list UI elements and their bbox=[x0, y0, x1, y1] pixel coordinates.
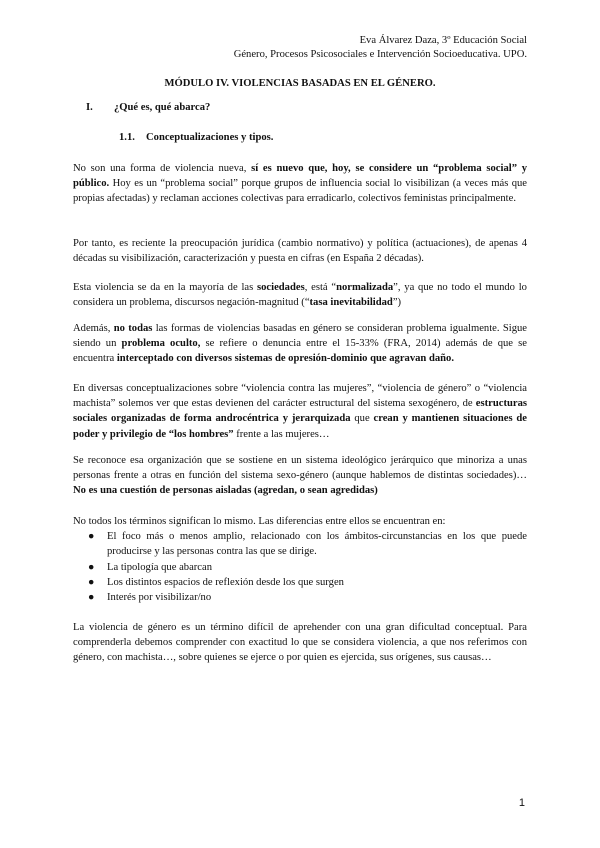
paragraph-3-bold-d: normalizada bbox=[336, 282, 394, 293]
paragraph-3-bold-b: sociedades bbox=[257, 282, 305, 293]
paragraph-4-bold-d: problema oculto, bbox=[121, 338, 201, 350]
list-item-text: Los distintos espacios de reflexión desde los que surgen bbox=[107, 576, 344, 588]
list-intro: No todos los términos significan lo mismo. Las diferencias entre ellos se encuentran en: bbox=[73, 516, 446, 527]
list-item bbox=[73, 529, 527, 559]
page-number: 1 bbox=[518, 797, 525, 809]
list-item bbox=[73, 560, 527, 575]
paragraph-3 bbox=[73, 280, 527, 310]
paragraph-4-bold-b: no todas bbox=[113, 323, 153, 334]
paragraph-7 bbox=[73, 514, 527, 605]
paragraph-8-text: La violencia de género es un término difícil de aprehender con una gran dificultad conceptual. Para comprenderla debemos comprender con exactitud lo que se considera violencia, a que nos referimos con género, con machista…, sobre quienes se ejerce o por quien es ejercida, sus orígenes, sus causas… bbox=[73, 622, 527, 664]
header-author-line: Eva Álvarez Daza, 3º Educación Social bbox=[359, 35, 527, 46]
bullet-icon: ● bbox=[88, 561, 95, 573]
paragraph-3-bold-f: tasa inevitabilidad bbox=[309, 297, 393, 309]
subsection-heading bbox=[119, 132, 273, 143]
paragraph-6 bbox=[73, 453, 527, 499]
subsection-number: 1.1. bbox=[119, 132, 135, 143]
bullet-icon: ● bbox=[88, 592, 95, 604]
paragraph-2 bbox=[73, 236, 527, 266]
paragraph-4-bold-f: interceptado con diversos sistemas de opresión-dominio que agravan daño. bbox=[116, 353, 454, 365]
list-item bbox=[73, 575, 527, 590]
subsection-label: Conceptualizaciones y tipos. bbox=[146, 132, 274, 143]
list-item-text: La tipología que abarcan bbox=[107, 561, 213, 573]
paragraph-1-text-c: Hoy es un “problema social” porque grupos de influencia social lo visibilizan (a veces más que propias afectadas) y reclaman acciones colectivas para erradicarlo, colectivos feministas principalmente. bbox=[73, 178, 527, 205]
bullet-icon: ● bbox=[88, 531, 95, 543]
section-number: I. bbox=[86, 102, 93, 113]
list-item-text: Interés por visibilizar/no bbox=[107, 592, 212, 604]
paragraph-8 bbox=[73, 620, 527, 666]
list-item bbox=[73, 590, 527, 605]
paragraph-3-text-g: ”) bbox=[392, 297, 402, 309]
paragraph-4 bbox=[73, 321, 527, 367]
paragraph-5 bbox=[73, 381, 527, 442]
section-heading bbox=[86, 102, 210, 113]
list-item-text: El foco más o menos amplio, relacionado con los ámbitos-circunstancias en los que puede producirse y las personas contra las que se dirige. bbox=[107, 531, 527, 558]
paragraph-4-text-a: Además, bbox=[73, 323, 114, 334]
paragraph-4-text-c: las formas de violencias basadas en género se consideran problema igualmente. Sigue siendo un bbox=[73, 323, 527, 350]
bullet-icon: ● bbox=[88, 576, 95, 588]
paragraph-5-text-e: frente a las mujeres… bbox=[233, 428, 330, 440]
paragraph-4-text-e: se refiere o denuncia entre el 15-33% (FRA, 2014) además de que se encuentra bbox=[73, 338, 527, 365]
paragraph-5-bold-b: estructuras sociales organizadas de forma androcéntrica y jerarquizada bbox=[73, 398, 527, 425]
paragraph-1-bold: sí es nuevo que, hoy, se considere un “problema social” y público. bbox=[73, 163, 528, 190]
paragraph-6-text-a: Se reconoce esa organización que se sostiene en un sistema ideológico jerárquico que minoriza a unas personas frente a otras en función del sistema sexo-género (aunque hablemos de distintas sociedades)… bbox=[73, 455, 527, 482]
paragraph-3-text-e: ”, ya que no todo el mundo lo considera un problema, discursos negación-magnitud (“ bbox=[73, 282, 527, 309]
paragraph-5-bold-d: crean y mantienen situaciones de poder y privilegio de “los hombres” bbox=[73, 413, 528, 440]
section-label: ¿Qué es, qué abarca? bbox=[114, 102, 211, 113]
paragraph-3-text-c: , está “ bbox=[304, 282, 337, 293]
header-course-line: Género, Procesos Psicosociales e Intervención Socioeducativa. UPO. bbox=[233, 49, 527, 60]
paragraph-3-text-a: Esta violencia se da en la mayoría de las bbox=[73, 282, 258, 293]
paragraph-1-text-a: No son una forma de violencia nueva, bbox=[73, 163, 252, 174]
paragraph-6-bold: No es una cuestión de personas aisladas (agredan, o sean agredidas) bbox=[73, 485, 378, 497]
differences-list bbox=[73, 529, 527, 605]
paragraph-1 bbox=[73, 161, 527, 207]
module-title: MÓDULO IV. VIOLENCIAS BASADAS EN EL GÉNERO. bbox=[164, 78, 436, 89]
paragraph-5-text-a: En diversas conceptualizaciones sobre “violencia contra las mujeres”, “violencia de género” o “violencia machista” solemos ver que estas devienen del carácter estructural del sistema sexogénero, de bbox=[73, 383, 527, 410]
paragraph-2-text: Por tanto, es reciente la preocupación jurídica (cambio normativo) y política (actuaciones), de apenas 4 décadas su visibilización, caracterización y puesta en cifras (en España 2 décadas). bbox=[73, 238, 527, 265]
paragraph-5-text-c: que bbox=[350, 413, 374, 425]
